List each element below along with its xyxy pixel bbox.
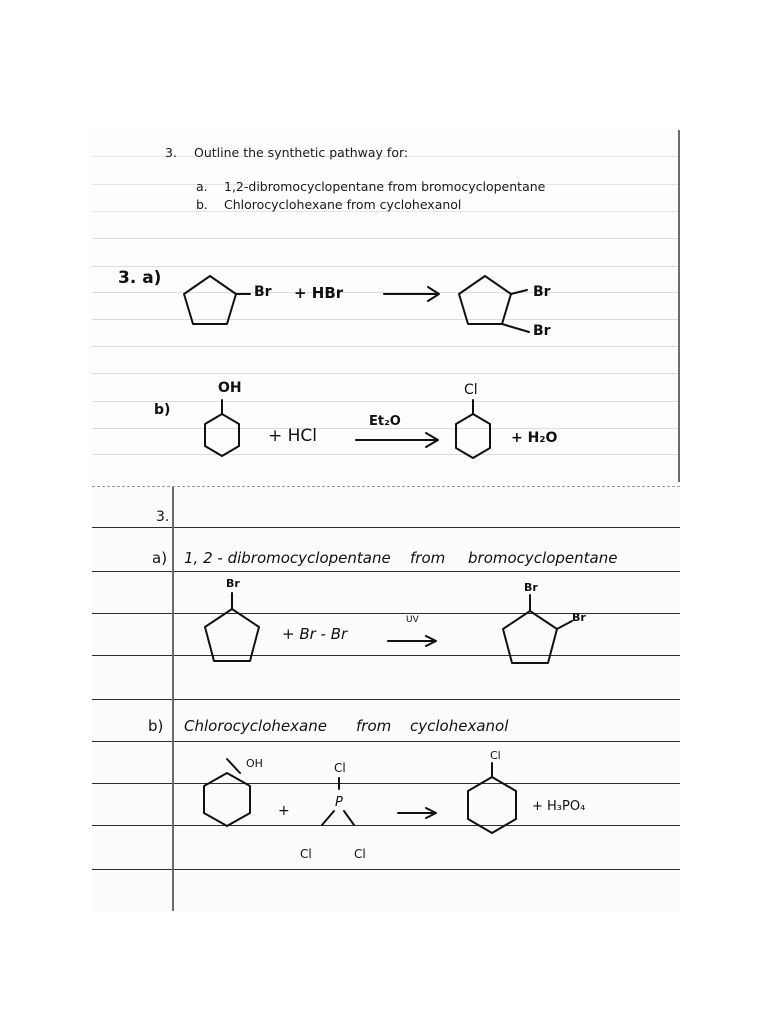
question-number: 3. <box>165 145 177 160</box>
question-item-a-letter: a. <box>196 179 208 194</box>
answer2-b-heading: Chlorocyclohexane <box>184 717 327 735</box>
answer-a-label: 3. a) <box>118 268 162 288</box>
cyclohexanol-ring <box>200 755 254 839</box>
answer-a-product-substituent-1: Br <box>533 284 551 300</box>
question-item-b-letter: b. <box>196 197 208 212</box>
answer-b-label: b) <box>154 402 171 418</box>
answer2-a-product-substituent-2: Br <box>572 611 586 624</box>
answer-b-condition: Et₂O <box>369 414 401 429</box>
chlorocyclohexane-ring <box>464 761 520 845</box>
answer-a-product-substituent-2: Br <box>533 323 551 339</box>
answer2-b-from: from <box>356 717 392 735</box>
answer-b-byproduct: + H₂O <box>511 430 558 446</box>
cyclopentane-ring-product <box>459 270 539 340</box>
answer2-b-reagent-cl-right: Cl <box>354 847 366 861</box>
answer2-b-byproduct: + H₃PO₄ <box>532 799 586 814</box>
pcl3-bonds <box>314 775 364 845</box>
reaction-arrow <box>354 430 442 450</box>
answer2-b-start: cyclohexanol <box>410 717 509 735</box>
answer2-a-from: from <box>410 549 446 567</box>
answer2-a-label: a) <box>152 549 168 567</box>
answer2-a-product-substituent-1: Br <box>524 581 538 594</box>
dibromocyclopentane-ring <box>500 593 590 669</box>
answer-a-reagent: + HBr <box>294 284 344 302</box>
answer2-a-substituent: Br <box>226 577 240 590</box>
answer-b-reagent: + HCl <box>268 426 318 446</box>
reaction-arrow <box>396 805 440 821</box>
answer2-a-start: bromocyclopentane <box>468 549 618 567</box>
margin-line <box>172 487 174 911</box>
answer-sheet-2 <box>92 486 680 911</box>
answer2-b-reagent-cl-top: Cl <box>334 761 346 775</box>
cyclopentane-ring-reactant <box>184 270 254 330</box>
answer-sheet-1 <box>92 130 680 482</box>
answer2-a-heading: 1, 2 - dibromocyclopentane <box>184 549 391 567</box>
answer2-number: 3. <box>156 509 170 525</box>
answer2-a-reagent: + Br - Br <box>282 625 348 643</box>
question-prompt: Outline the synthetic pathway for: <box>194 145 409 160</box>
answer2-b-reagent-cl-left: Cl <box>300 847 312 861</box>
chlorocyclohexane-ring <box>452 398 494 470</box>
answer2-a-condition: UV <box>406 615 419 625</box>
answer2-b-label: b) <box>148 717 164 735</box>
answer-b-substituent: OH <box>218 380 242 396</box>
answer2-b-product-substituent: Cl <box>490 749 501 762</box>
reaction-arrow <box>386 633 440 649</box>
answer2-b-substituent: OH <box>246 757 263 770</box>
reaction-arrow <box>382 284 442 304</box>
answer2-b-reagent-p: P <box>335 795 343 810</box>
answer-b-product-substituent: Cl <box>464 382 478 398</box>
cyclohexanol-ring <box>202 398 242 468</box>
question-item-a-text: 1,2-dibromocyclopentane from bromocyclopentane <box>224 179 546 194</box>
bromocyclopentane-ring <box>202 589 262 669</box>
sheet-edge <box>678 130 680 482</box>
answer2-b-plus: + <box>278 803 290 819</box>
question-item-b-text: Chlorocyclohexane from cyclohexanol <box>224 197 462 212</box>
answer-a-substituent: Br <box>254 284 272 300</box>
